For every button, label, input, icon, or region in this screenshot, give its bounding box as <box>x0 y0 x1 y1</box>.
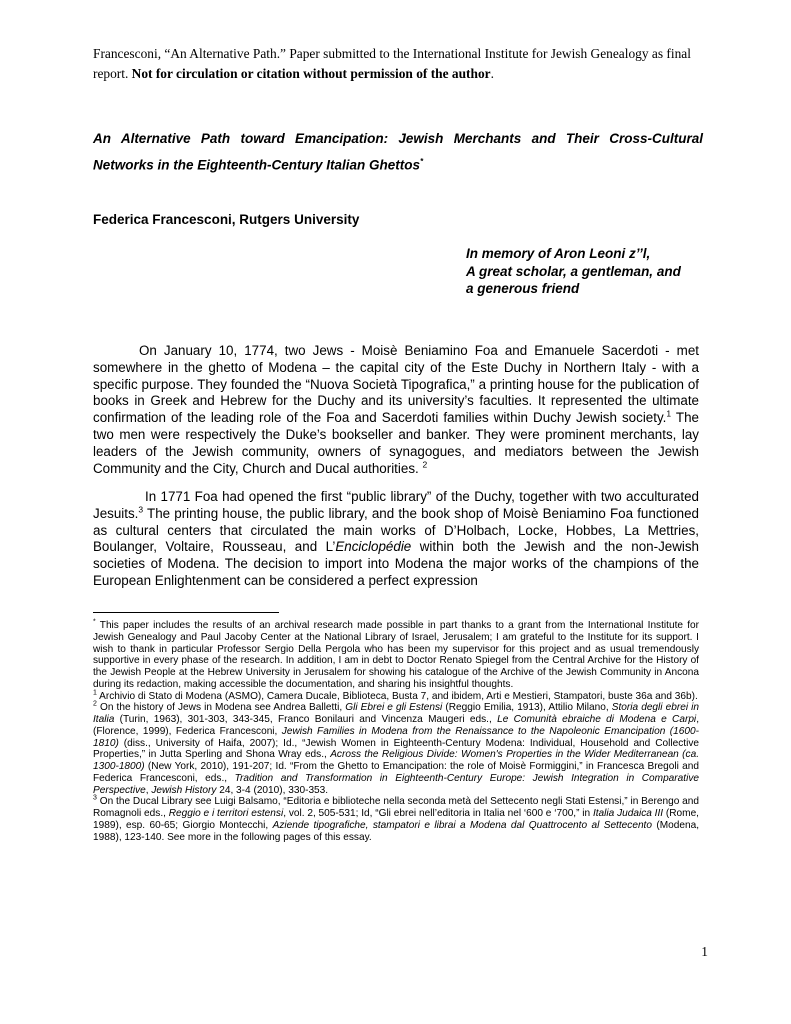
body-paragraph-2 <box>93 489 699 590</box>
italic-work-title: Enciclopédie <box>335 539 412 555</box>
footnote-italic: Jewish History <box>151 784 217 796</box>
footnote-marker: 3 <box>93 794 97 802</box>
body-text: within both the Jewish and the non-Jewish societies of Modena. The decision to import into Modena the major works of the champions of the European Enlightenment can be considered a perfect expression <box>93 539 700 588</box>
footnote-text: (Reggio Emilia, 1913), Attilio Milano, <box>442 702 612 714</box>
footnote-text: , vol. 2, 505-531; Id, “Gli ebrei nell’editoria in Italia nel ‘600 e ‘700,” in <box>283 808 593 819</box>
page-number: 1 <box>701 944 708 959</box>
body-text: The printing house, the public library, and the book shop of Moisè Beniamino Foa functioned as cultural centers that circulated the main works of D’Holbach, Locke, Hobbes, La Mettries, Boulanger, Voltaire, Rousseau, and L’ <box>93 505 699 555</box>
footnote-text: This paper includes the results of an archival research made possible in part thanks to a grant from the International Institute for Jewish Genealogy and Paul Jacoby Center at the National Library of Israel, Jerusalem; I am grateful to the Institute for its support. I wish to thank in particular Professor Sergio Della Pergola who has been my supervisor for this project and as usual tremendously supportive in every phase of the research. In addition, I am in debt to Doctor Renato Spiegel from the Central Archive for the History of the Jewish People at the Hebrew University in Jerusalem for showing his catalogue of the Archive of the Jewish Community in Ancona during its redaction, making accessible the documentation, and sharing his insightful thoughts. <box>93 620 699 690</box>
title-footnote-marker: * <box>420 157 424 166</box>
footnote-italic: Italia Judaica III <box>592 808 664 819</box>
footnote-italic: Gli Ebrei e gli Estensi <box>345 702 443 714</box>
footnote-text: (Rome, 1989), esp. 60-65; Giorgio Montecchi, <box>93 808 699 831</box>
body-text: The two men were respectively the Duke’s bookseller and banker. They were prominent merchants, lay leaders of the Jewish community, owners of synagogues, and mediators between the Jewish Community and the City, Church and Ducal authorities. <box>93 410 699 476</box>
footnote-text: (Turin, 1963), 301-303, 343-345, Franco Bonilauri and Vincenza Maugeri eds., <box>114 714 498 725</box>
footnote-text: 24, 3-4 (2010), 330-353. <box>216 784 329 796</box>
circulation-notice: Not for circulation or citation without permission of the author <box>131 66 491 81</box>
footnote-text: (New York, 2010), 191-207; Id. “From the Ghetto to Emancipation: the role of Moisè Formiggini,” in Francesca Bregoli and Federica Francesconi, eds., <box>93 761 699 784</box>
footnote-italic: Aziende tipografiche, stampatori e librai a Modena dal Quattrocento al Settecento <box>272 819 652 831</box>
dedication-line-3: a generous friend <box>466 281 580 296</box>
footnote-separator <box>93 612 279 613</box>
footnote-italic: Storia degli ebrei in Italia <box>93 702 700 725</box>
running-header <box>93 44 703 84</box>
footnote-italic: Le Comunità ebraiche di Modena e Carpi <box>497 714 697 725</box>
footnote-italic: Across the Religious Divide: Women's Properties in the Wider Mediterranean (ca. 1300-1800) <box>93 749 699 772</box>
footnote-marker: * <box>93 618 96 626</box>
footnote-italic: Tradition and Transformation in Eighteenth-Century Europe: Jewish Integration in Comparative Perspective <box>93 772 699 796</box>
dedication-line-1: In memory of Aron Leoni z’’l, <box>466 246 651 261</box>
footnote-text: On the Ducal Library see Luigi Balsamo, “Editoria e biblioteche nella seconda metà del Settecento negli Stati Estensi,” in Berengo and Romagnoli eds., <box>93 796 699 819</box>
footnote-marker: 1 <box>93 689 97 697</box>
footnote-italic: Reggio e i territori estensi <box>168 808 284 819</box>
footnote-marker: 2 <box>93 700 97 708</box>
footnote-1 <box>93 691 699 703</box>
footnote-italic: Jewish Families in Modena from the Renaissance to the Napoleonic Emancipation (1600-1810) <box>93 725 699 749</box>
dedication-line-2: A great scholar, a gentleman, and <box>466 263 681 279</box>
footnote-text: (diss., University of Haifa, 2007); Id., “Jewish Women in Eighteenth-Century Modena: Individual, Household and Collective Properties,” in Jutta Sperling and Shona Wray eds., <box>93 737 699 761</box>
author-line: Federica Francesconi, Rutgers University <box>93 212 360 227</box>
body-paragraph-1 <box>93 343 699 477</box>
footnote-ref-1: 1 <box>666 408 672 419</box>
paper-title-text: An Alternative Path toward Emancipation: Jewish Merchants and Their Cross-Cultural Networks in the Eighteenth-Century Italian Ghettos <box>93 131 703 173</box>
body-text: In 1771 Foa had opened the first “public library” of the Duchy, together with two acculturated Jesuits. <box>93 489 699 521</box>
footnote-ref-3: 3 <box>138 504 144 515</box>
footnote-text: , (Florence, 1999), Federica Francesconi, <box>93 714 699 737</box>
footnote-text: On the history of Jews in Modena see Andrea Balletti, <box>96 702 346 714</box>
footnote-text: Archivio di Stato di Modena (ASMO), Camera Ducale, Biblioteca, Busta 7, and ibidem, Arti e Mestieri, Stampatori, buste 36a and 36b). <box>96 690 698 702</box>
footnotes <box>93 620 699 843</box>
footnote-3 <box>93 796 699 843</box>
body-text: On January 10, 1774, two Jews - Moisè Beniamino Foa and Emanuele Sacerdoti - met somewhere in the ghetto of Modena – the capital city of the Este Duchy in Northern Italy - with a specific purpose. They founded the “Nuova Società Tipografica,” a printing house for the publication of books in Greek and Hebrew for the Duchy and its university’s faculties. It represented the ultimate confirmation of the leading role of the Foa and Sacerdoti families within Duchy Jewish society. <box>93 343 699 426</box>
running-header-text: Francesconi, “An Alternative Path.” Paper submitted to the International Institute for Jewish Genealogy as final report. <box>93 46 691 81</box>
footnote-2 <box>93 702 699 796</box>
footnote-text: , <box>145 784 152 796</box>
dedication <box>466 245 726 298</box>
footnote-ref-2: 2 <box>422 459 428 470</box>
paper-title <box>93 127 703 177</box>
footnote-star <box>93 620 699 691</box>
running-header-period: . <box>490 66 494 81</box>
footnote-text: (Modena, 1988), 123-140. See more in the following pages of this essay. <box>93 819 700 843</box>
